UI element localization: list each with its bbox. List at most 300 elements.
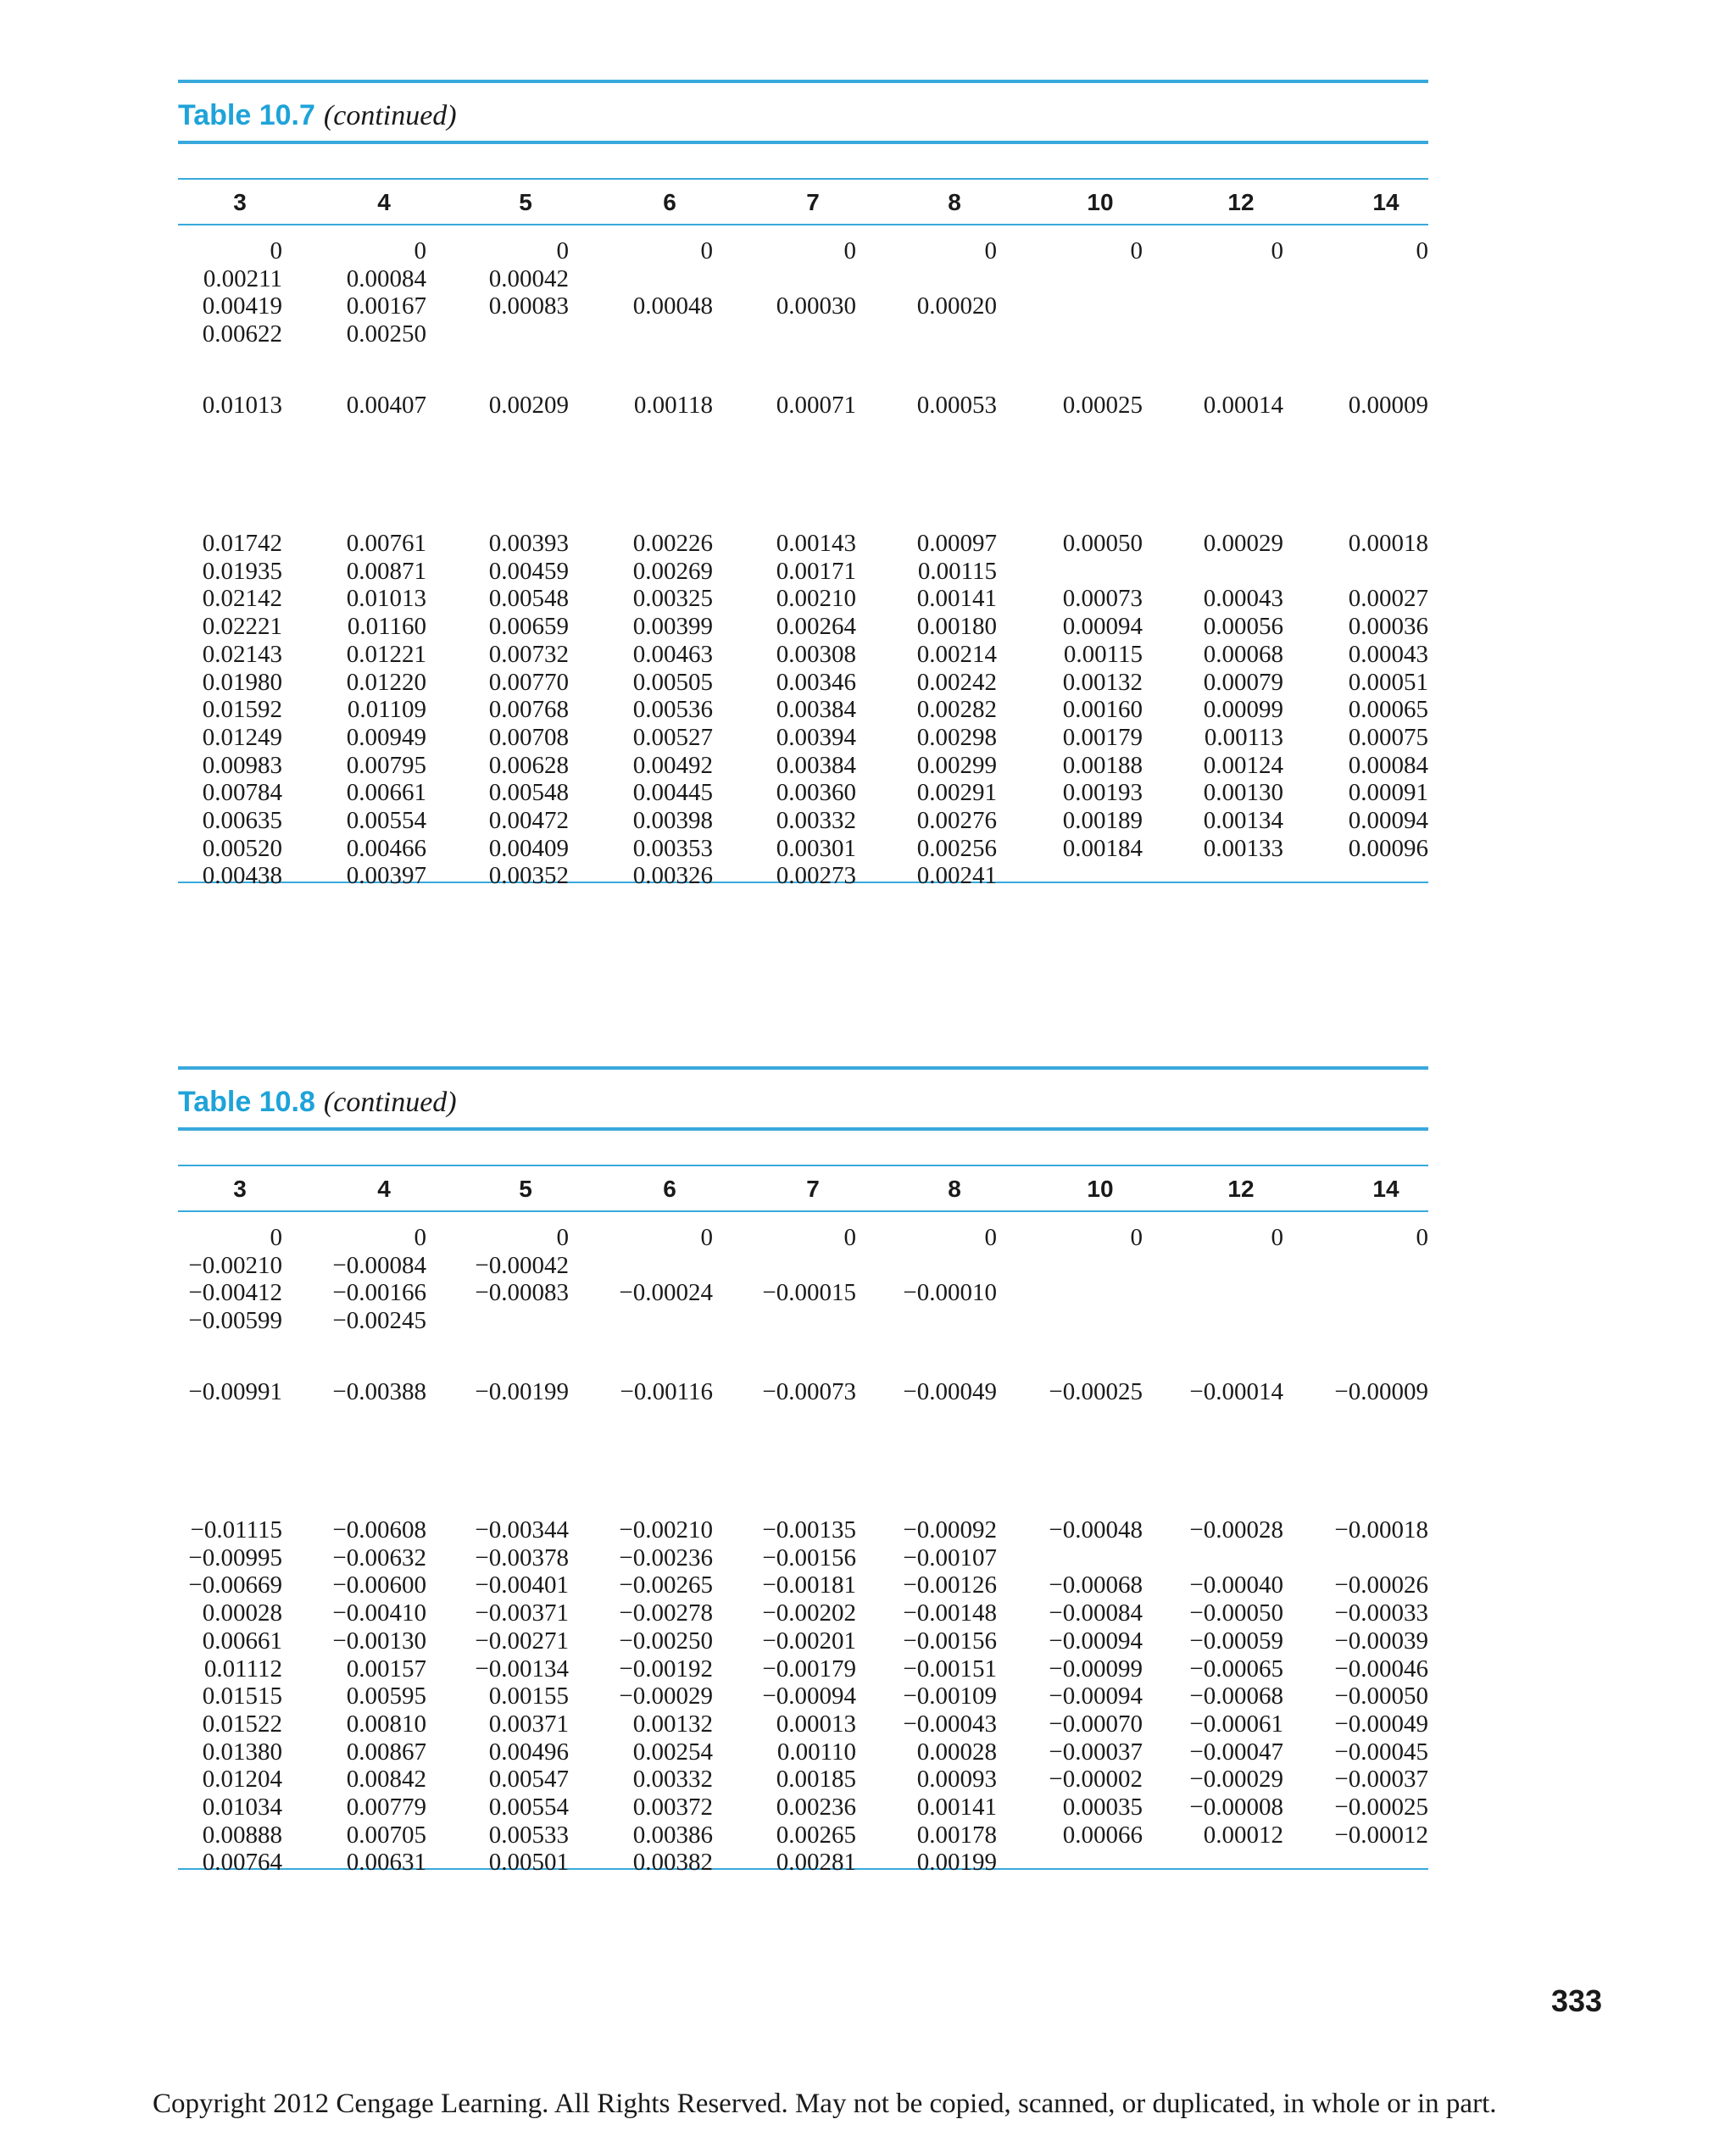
table-cell: −0.00201	[762, 1627, 856, 1655]
table-cell: −0.00412	[188, 1279, 282, 1307]
table-cell: 0.00027	[1348, 585, 1428, 613]
table-cell: 0.00209	[488, 392, 569, 419]
table-cell: −0.00166	[332, 1279, 426, 1307]
table-cell: 0.00053	[916, 392, 997, 419]
table-cell: −0.00092	[903, 1516, 997, 1544]
table-cell: 0.00983	[202, 751, 282, 779]
table-cell: 0.00394	[776, 723, 856, 751]
table-cell: 0	[270, 1224, 282, 1251]
table-cell: 0.00096	[1348, 834, 1428, 862]
column-header: 4	[377, 189, 391, 215]
table-cell: 0.00226	[632, 530, 713, 557]
table-cell: −0.00028	[1189, 1516, 1283, 1544]
table-cell: 0.00056	[1203, 613, 1283, 641]
table-cell: −0.00048	[1049, 1516, 1143, 1544]
table-cell: −0.00065	[1189, 1655, 1283, 1683]
table-cell: 0.02221	[202, 613, 282, 641]
table-cell: 0.00184	[1062, 834, 1143, 862]
column-header: 3	[233, 189, 247, 215]
table-cell: 0.00018	[1348, 530, 1428, 557]
table-cell: −0.00033	[1334, 1599, 1428, 1627]
table-cell: 0.00141	[916, 1794, 997, 1821]
table-cell: 0.01980	[202, 668, 282, 696]
table-cell: 0.00199	[916, 1849, 997, 1877]
table-cell: −0.00192	[619, 1655, 713, 1683]
page-number: 333	[1551, 1983, 1603, 2018]
table-cell: 0.00554	[488, 1794, 569, 1821]
table-cell: 0	[700, 237, 713, 264]
table-cell: 0.00265	[776, 1821, 856, 1849]
table-cell: −0.00107	[903, 1544, 997, 1571]
table-cell: 0.00397	[346, 862, 426, 890]
table-cell: 0.00171	[776, 557, 856, 585]
table-cell: −0.00094	[762, 1683, 856, 1710]
table-cell: 0	[556, 1224, 569, 1251]
table-cell: 0.00326	[632, 862, 713, 890]
table-cell: 0.00143	[776, 530, 856, 557]
table-cell: −0.00002	[1049, 1766, 1143, 1794]
table-cell: 0.00009	[1348, 392, 1428, 419]
table-cell: 0.00784	[202, 779, 282, 807]
column-header: 3	[233, 1176, 247, 1202]
table-cell: −0.00039	[1334, 1627, 1428, 1655]
table-cell: −0.00126	[903, 1571, 997, 1599]
table-cell: 0.00527	[632, 723, 713, 751]
table-cell: 0.00661	[346, 779, 426, 807]
table-cell: −0.00025	[1334, 1794, 1428, 1821]
table-cell: 0.00536	[632, 696, 713, 724]
table-cell: −0.00600	[332, 1571, 426, 1599]
table-cell: 0.00160	[1062, 696, 1143, 724]
table-cell: 0	[414, 237, 426, 264]
table-cell: −0.00040	[1189, 1571, 1283, 1599]
table-cell: 0.00332	[776, 807, 856, 834]
table-cell: 0.00407	[346, 392, 426, 419]
table-cell: 0.00115	[1063, 640, 1143, 668]
column-header: 8	[948, 1176, 961, 1202]
table-cell: −0.00050	[1189, 1599, 1283, 1627]
table-cell: −0.00109	[903, 1683, 997, 1710]
table-cell: 0.00463	[632, 640, 713, 668]
table-cell: 0.00179	[1062, 723, 1143, 751]
table-cell: 0.00242	[916, 668, 997, 696]
table-cell: 0.00299	[916, 751, 997, 779]
table-cell: −0.00025	[1049, 1378, 1143, 1405]
table-cell: 0.00050	[1062, 530, 1143, 557]
table-cell: 0.00264	[776, 613, 856, 641]
table-cell: 0.01034	[202, 1794, 282, 1821]
column-header: 6	[663, 189, 676, 215]
table-cell: 0.00360	[776, 779, 856, 807]
table-cell: 0.00708	[488, 723, 569, 751]
table-cell: −0.00210	[188, 1251, 282, 1279]
table-cell: 0.00705	[346, 1821, 426, 1849]
table-cell: 0.00099	[1203, 696, 1283, 724]
table-cell: 0.00732	[488, 640, 569, 668]
table-cell: 0.00554	[346, 807, 426, 834]
table-cell: −0.00049	[1334, 1710, 1428, 1738]
table-cell: −0.00018	[1334, 1516, 1428, 1544]
table-cell: 0	[843, 1224, 856, 1251]
table-cell: 0.00051	[1348, 668, 1428, 696]
table-cell: −0.00401	[475, 1571, 569, 1599]
table-cell: −0.00134	[475, 1655, 569, 1683]
column-header: 8	[948, 189, 961, 215]
table-cell: 0.00399	[632, 613, 713, 641]
table-cell: −0.00599	[188, 1307, 282, 1335]
table-cell: 0.00384	[776, 751, 856, 779]
table-cell: 0.00029	[1203, 530, 1283, 557]
table-cell: 0.00548	[488, 585, 569, 613]
table-cell: 0.00505	[632, 668, 713, 696]
column-header: 12	[1227, 189, 1255, 215]
table-cell: −0.00070	[1049, 1710, 1143, 1738]
table-cell: 0.00241	[916, 862, 997, 890]
table-cell: 0.00770	[488, 668, 569, 696]
table-cell: 0.00178	[916, 1821, 997, 1849]
table-cell: −0.00059	[1189, 1627, 1283, 1655]
table-cell: 0.00520	[202, 834, 282, 862]
column-header: 5	[519, 189, 532, 215]
table-cell: 0.00269	[632, 557, 713, 585]
table-cell: 0.00382	[632, 1849, 713, 1877]
table-cell: −0.00094	[1049, 1627, 1143, 1655]
table-cell: 0.00188	[1062, 751, 1143, 779]
column-header: 7	[806, 1176, 820, 1202]
table-cell: −0.00024	[619, 1279, 713, 1307]
table-cell: 0.00761	[346, 530, 426, 557]
table-cell: 0.00132	[632, 1710, 713, 1738]
table-cell: −0.00245	[332, 1307, 426, 1335]
table-cell: 0.02143	[202, 640, 282, 668]
table-cell: 0.00093	[916, 1766, 997, 1794]
table-cell: 0.00533	[488, 1821, 569, 1849]
table-cell: −0.00050	[1334, 1683, 1428, 1710]
table-number: Table 10.8	[178, 1086, 315, 1118]
table-cell: 0.00291	[916, 779, 997, 807]
table-cell: −0.00344	[475, 1516, 569, 1544]
table-rule	[178, 80, 1428, 83]
table-cell: 0.01109	[347, 696, 426, 724]
table-cell: 0.00211	[203, 264, 282, 292]
table-cell: −0.00210	[619, 1516, 713, 1544]
table-cell: 0.00073	[1062, 585, 1143, 613]
table-cell: −0.00037	[1334, 1766, 1428, 1794]
table-caption	[178, 1085, 457, 1120]
table-cell: 0.01935	[202, 557, 282, 585]
table-cell: 0.00236	[776, 1794, 856, 1821]
table-cell: 0.00118	[633, 392, 713, 419]
table-cell: 0.00325	[632, 585, 713, 613]
table-cell: 0	[984, 1224, 997, 1251]
table-cell: 0.01522	[202, 1710, 282, 1738]
table-cell: 0	[984, 237, 997, 264]
table-cell: −0.00043	[903, 1710, 997, 1738]
table-cell: 0.00155	[488, 1683, 569, 1710]
table-cell: 0.01592	[202, 696, 282, 724]
table-cell: 0	[414, 1224, 426, 1251]
table-cell: 0.00075	[1348, 723, 1428, 751]
table-cell: 0.00764	[202, 1849, 282, 1877]
table-cell: 0.00496	[488, 1738, 569, 1766]
table-cell: 0.00180	[916, 613, 997, 641]
table-cell: −0.00202	[762, 1599, 856, 1627]
table-cell: 0.00071	[776, 392, 856, 419]
table-cell: 0.00419	[202, 292, 282, 320]
column-header: 10	[1087, 1176, 1114, 1202]
table-cell: 0.01220	[346, 668, 426, 696]
column-header: 14	[1372, 1176, 1399, 1202]
table-cell: 0.00386	[632, 1821, 713, 1849]
table-cell: 0.00048	[632, 292, 713, 320]
table-cell: −0.00012	[1334, 1821, 1428, 1849]
table-cell: 0.00779	[346, 1794, 426, 1821]
table-cell: 0.00094	[1348, 807, 1428, 834]
table-cell: −0.00029	[619, 1683, 713, 1710]
table-cell: 0.00631	[346, 1849, 426, 1877]
table-cell: 0.00012	[1203, 1821, 1283, 1849]
table-cell: 0.00547	[488, 1766, 569, 1794]
table-cell: 0.00273	[776, 862, 856, 890]
table-cell: 0.00083	[488, 292, 569, 320]
table-cell: −0.00061	[1189, 1710, 1283, 1738]
table-cell: −0.00179	[762, 1655, 856, 1683]
table-cell: −0.00083	[475, 1279, 569, 1307]
table-cell: 0	[270, 237, 282, 264]
table-cell: −0.00068	[1189, 1683, 1283, 1710]
table-cell: 0.00097	[916, 530, 997, 557]
table-cell: −0.00015	[762, 1279, 856, 1307]
table-cell: −0.00014	[1189, 1378, 1283, 1405]
table-cell: −0.00099	[1049, 1655, 1143, 1683]
table-cell: −0.00265	[619, 1571, 713, 1599]
table-caption	[178, 98, 457, 133]
table-cell: 0.00043	[1348, 640, 1428, 668]
table-cell: 0	[1130, 237, 1143, 264]
table-cell: −0.00250	[619, 1627, 713, 1655]
table-cell: 0.01742	[202, 530, 282, 557]
table-cell: −0.01115	[190, 1516, 282, 1544]
table-cell: −0.00010	[903, 1279, 997, 1307]
table-cell: 0.00084	[1348, 751, 1428, 779]
table-cell: −0.00084	[1049, 1599, 1143, 1627]
table-cell: 0.00084	[346, 264, 426, 292]
table-cell: −0.00046	[1334, 1655, 1428, 1683]
table-rule	[178, 1165, 1428, 1166]
table-rule	[178, 224, 1428, 225]
table-cell: 0.00867	[346, 1738, 426, 1766]
table-cell: 0.00132	[1062, 668, 1143, 696]
table-cell: −0.00073	[762, 1378, 856, 1405]
table-10-7	[178, 80, 1428, 893]
table-cell: 0.00949	[346, 723, 426, 751]
table-cell: 0.00352	[488, 862, 569, 890]
table-cell: 0.00501	[488, 1849, 569, 1877]
table-cell: −0.00410	[332, 1599, 426, 1627]
table-cell: 0.00028	[916, 1738, 997, 1766]
table-cell: 0.00079	[1203, 668, 1283, 696]
table-cell: −0.00029	[1189, 1766, 1283, 1794]
table-cell: 0.00014	[1203, 392, 1283, 419]
table-cell: 0	[1271, 237, 1283, 264]
table-cell: 0.00466	[346, 834, 426, 862]
table-rule	[178, 1066, 1428, 1070]
table-cell: −0.00371	[475, 1599, 569, 1627]
table-cell: 0.00193	[1062, 779, 1143, 807]
table-continued-note: (continued)	[323, 100, 457, 131]
table-cell: 0.00472	[488, 807, 569, 834]
table-cell: 0.00028	[202, 1599, 282, 1627]
table-cell: 0.00250	[346, 320, 426, 348]
table-cell: 0.00042	[488, 264, 569, 292]
table-cell: 0	[700, 1224, 713, 1251]
table-cell: −0.00094	[1049, 1683, 1143, 1710]
table-cell: 0.00595	[346, 1683, 426, 1710]
table-cell: −0.00156	[903, 1627, 997, 1655]
table-cell: 0.02142	[202, 585, 282, 613]
table-cell: 0.00189	[1062, 807, 1143, 834]
table-cell: 0.00346	[776, 668, 856, 696]
table-cell: 0.00281	[776, 1849, 856, 1877]
table-cell: 0.00214	[916, 640, 997, 668]
table-cell: 0	[1416, 237, 1428, 264]
table-cell: 0.01013	[346, 585, 426, 613]
table-cell: −0.00388	[332, 1378, 426, 1405]
table-cell: −0.00181	[762, 1571, 856, 1599]
table-cell: −0.00632	[332, 1544, 426, 1571]
table-cell: 0.00298	[916, 723, 997, 751]
table-cell: 0.00130	[1203, 779, 1283, 807]
table-cell: 0.00134	[1203, 807, 1283, 834]
table-cell: 0.00256	[916, 834, 997, 862]
table-cell: 0.00113	[1204, 723, 1283, 751]
table-cell: 0.01221	[346, 640, 426, 668]
table-cell: 0.00282	[916, 696, 997, 724]
table-cell: 0.00398	[632, 807, 713, 834]
table-cell: 0	[556, 237, 569, 264]
table-cell: 0.00254	[632, 1738, 713, 1766]
table-cell: −0.00008	[1189, 1794, 1283, 1821]
table-cell: 0.01515	[202, 1683, 282, 1710]
table-rule	[178, 1210, 1428, 1212]
table-cell: 0.00384	[776, 696, 856, 724]
table-10-8	[178, 1066, 1428, 1880]
table-cell: −0.00037	[1049, 1738, 1143, 1766]
table-cell: 0.00438	[202, 862, 282, 890]
table-cell: 0.00141	[916, 585, 997, 613]
table-cell: 0.00871	[346, 557, 426, 585]
table-cell: −0.00047	[1189, 1738, 1283, 1766]
table-cell: 0.00066	[1062, 1821, 1143, 1849]
table-cell: 0.00393	[488, 530, 569, 557]
column-header: 10	[1087, 189, 1114, 215]
table-cell: 0.00036	[1348, 613, 1428, 641]
table-cell: 0.00332	[632, 1766, 713, 1794]
table-cell: 0.00094	[1062, 613, 1143, 641]
table-cell: 0.01204	[202, 1766, 282, 1794]
table-cell: 0.00409	[488, 834, 569, 862]
table-cell: −0.00278	[619, 1599, 713, 1627]
table-cell: 0.00301	[776, 834, 856, 862]
table-cell: −0.00271	[475, 1627, 569, 1655]
table-cell: 0.00659	[488, 613, 569, 641]
table-cell: 0.00013	[776, 1710, 856, 1738]
table-cell: −0.00045	[1334, 1738, 1428, 1766]
table-cell: 0.00068	[1203, 640, 1283, 668]
table-cell: 0.00276	[916, 807, 997, 834]
table-cell: 0.00035	[1062, 1794, 1143, 1821]
table-cell: 0.01013	[202, 392, 282, 419]
table-cell: −0.00130	[332, 1627, 426, 1655]
table-cell: −0.00042	[475, 1251, 569, 1279]
table-cell: 0.00030	[776, 292, 856, 320]
table-cell: 0.00043	[1203, 585, 1283, 613]
table-cell: 0.00795	[346, 751, 426, 779]
table-cell: 0.00110	[776, 1738, 856, 1766]
table-cell: 0.00133	[1203, 834, 1283, 862]
table-cell: −0.00199	[475, 1378, 569, 1405]
table-cell: 0	[1271, 1224, 1283, 1251]
table-cell: −0.00378	[475, 1544, 569, 1571]
table-cell: 0.00020	[916, 292, 997, 320]
table-cell: −0.00135	[762, 1516, 856, 1544]
table-cell: −0.00084	[332, 1251, 426, 1279]
table-cell: 0.00308	[776, 640, 856, 668]
table-cell: 0.00768	[488, 696, 569, 724]
table-cell: −0.00991	[188, 1378, 282, 1405]
table-cell: 0.00210	[776, 585, 856, 613]
table-cell: −0.00156	[762, 1544, 856, 1571]
table-cell: 0.00459	[488, 557, 569, 585]
table-cell: −0.00669	[188, 1571, 282, 1599]
table-number: Table 10.7	[178, 99, 315, 131]
column-header: 6	[663, 1176, 676, 1202]
table-rule	[178, 178, 1428, 180]
table-cell: 0.00622	[202, 320, 282, 348]
table-rule	[178, 1127, 1428, 1131]
table-cell: 0.00115	[917, 557, 997, 585]
table-cell: −0.00116	[620, 1378, 713, 1405]
column-header: 7	[806, 189, 820, 215]
table-cell: 0.00888	[202, 1821, 282, 1849]
table-cell: 0.00157	[346, 1655, 426, 1683]
table-rule	[178, 141, 1428, 144]
table-cell: −0.00151	[903, 1655, 997, 1683]
table-cell: 0.00091	[1348, 779, 1428, 807]
table-cell: 0.00635	[202, 807, 282, 834]
table-cell: 0.00548	[488, 779, 569, 807]
table-cell: 0.00810	[346, 1710, 426, 1738]
table-cell: 0	[1416, 1224, 1428, 1251]
table-cell: 0.00185	[776, 1766, 856, 1794]
table-cell: 0.01249	[202, 723, 282, 751]
table-cell: 0	[843, 237, 856, 264]
table-cell: −0.00009	[1334, 1378, 1428, 1405]
column-header: 12	[1227, 1176, 1255, 1202]
table-cell: −0.00049	[903, 1378, 997, 1405]
table-cell: 0.01160	[347, 613, 426, 641]
table-cell: −0.00236	[619, 1544, 713, 1571]
table-continued-note: (continued)	[323, 1087, 457, 1118]
table-cell: 0.00167	[346, 292, 426, 320]
table-cell: 0.00065	[1348, 696, 1428, 724]
table-cell: 0.00842	[346, 1766, 426, 1794]
table-cell: 0.00445	[632, 779, 713, 807]
table-cell: 0.01380	[202, 1738, 282, 1766]
table-cell: 0.00353	[632, 834, 713, 862]
table-cell: 0.00628	[488, 751, 569, 779]
table-cell: 0.00124	[1203, 751, 1283, 779]
